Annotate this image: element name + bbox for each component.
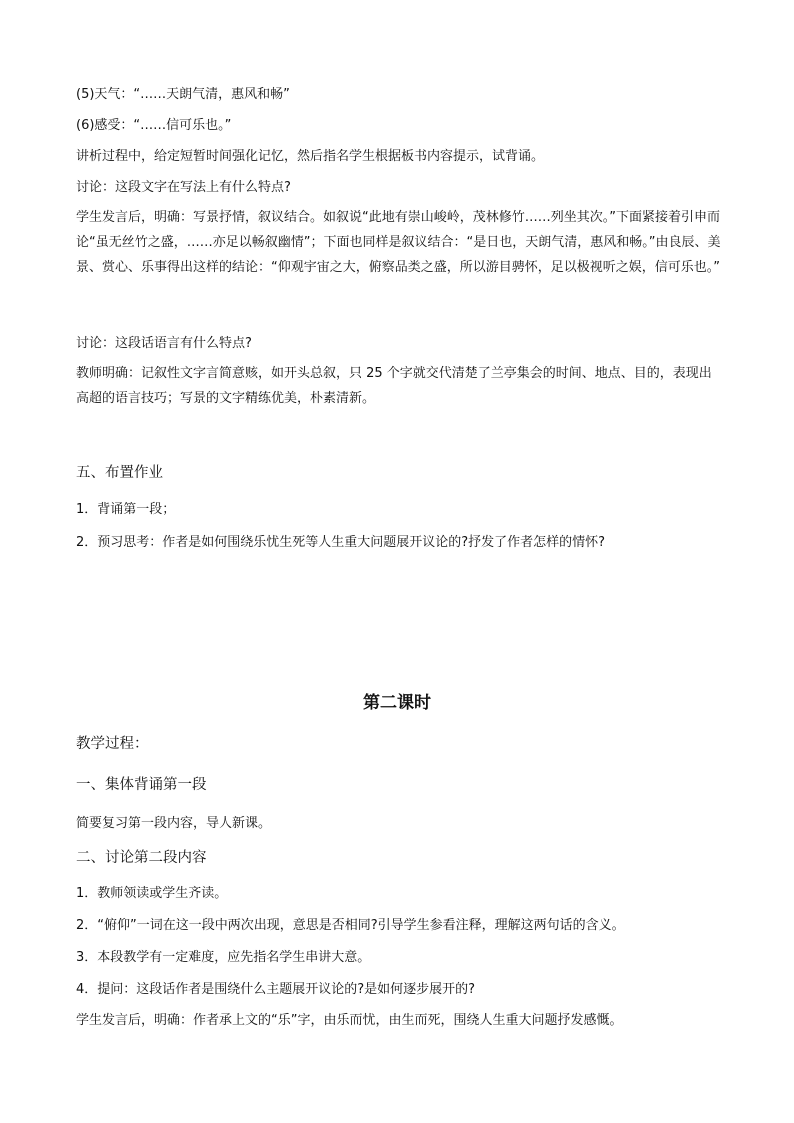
homework-item-1: 1．背诵第一段； xyxy=(76,502,176,517)
feeling-line: (6)感受：“……信可乐也。” xyxy=(76,118,232,133)
discussion-question-1: 讨论：这段文字在写法上有什么特点? xyxy=(76,180,291,195)
weather-line: (5)天气：“……天朗气清，惠风和畅” xyxy=(76,87,290,102)
process-item-2: 2．“俯仰”一词在这一段中两次出现，意思是否相同?引导学生参看注释，理解这两句话的含义。 xyxy=(76,918,625,933)
teaching-process-label: 教学过程： xyxy=(76,736,149,752)
closing-line: 学生发言后，明确：作者承上文的“乐”字，由乐而忧，由生而死，围绕人生重大问题抒发感慨。 xyxy=(76,1013,623,1028)
process-item-4: 4．提问：这段话作者是围绕什么主题展开议论的?是如何逐步展开的? xyxy=(76,982,476,997)
explanation-line: 讲析过程中，给定短暂时间强化记忆，然后指名学生根据板书内容提示，试背诵。 xyxy=(76,149,545,164)
discussion-question-2: 讨论：这段话语言有什么特点? xyxy=(76,336,252,351)
lesson-two-title: 第二课时 xyxy=(363,693,431,713)
process-item-1: 1．教师领读或学生齐读。 xyxy=(76,886,228,901)
answer-paragraph-1: 学生发言后，明确：写景抒情，叙议结合。如叙说“此地有崇山峻岭，茂林修竹……列坐其次。”下面紧接着引申而论“虽无丝竹之盛，……亦足以畅叙幽情”；下面也同样是叙议结合：“是日也，天朗气清，惠风和畅。”由良辰、美景、赏心、乐事得出这样的结论：“仰观宇宙之大，俯察品类之盛，所以游目骋怀，足以极视听之娱，信可乐也。” xyxy=(76,210,721,275)
answer-paragraph-2: 教师明确：记叙性文字言简意赅，如开头总叙，只 25 个字就交代清楚了兰亭集会的时间、地点、目的，表现出高超的语言技巧；写景的文字精练优美，朴素清新。 xyxy=(76,366,712,406)
process-item-3: 3．本段教学有一定难度，应先指名学生串讲大意。 xyxy=(76,950,371,965)
part-one-text: 简要复习第一段内容，导人新课。 xyxy=(76,816,272,831)
homework-item-2: 2．预习思考：作者是如何围绕乐忧生死等人生重大问题展开议论的?抒发了作者怎样的情怀? xyxy=(76,535,606,550)
part-two-heading: 二、讨论第二段内容 xyxy=(76,850,207,866)
part-one-heading: 一、集体背诵第一段 xyxy=(76,777,207,793)
homework-heading: 五、布置作业 xyxy=(76,465,163,481)
